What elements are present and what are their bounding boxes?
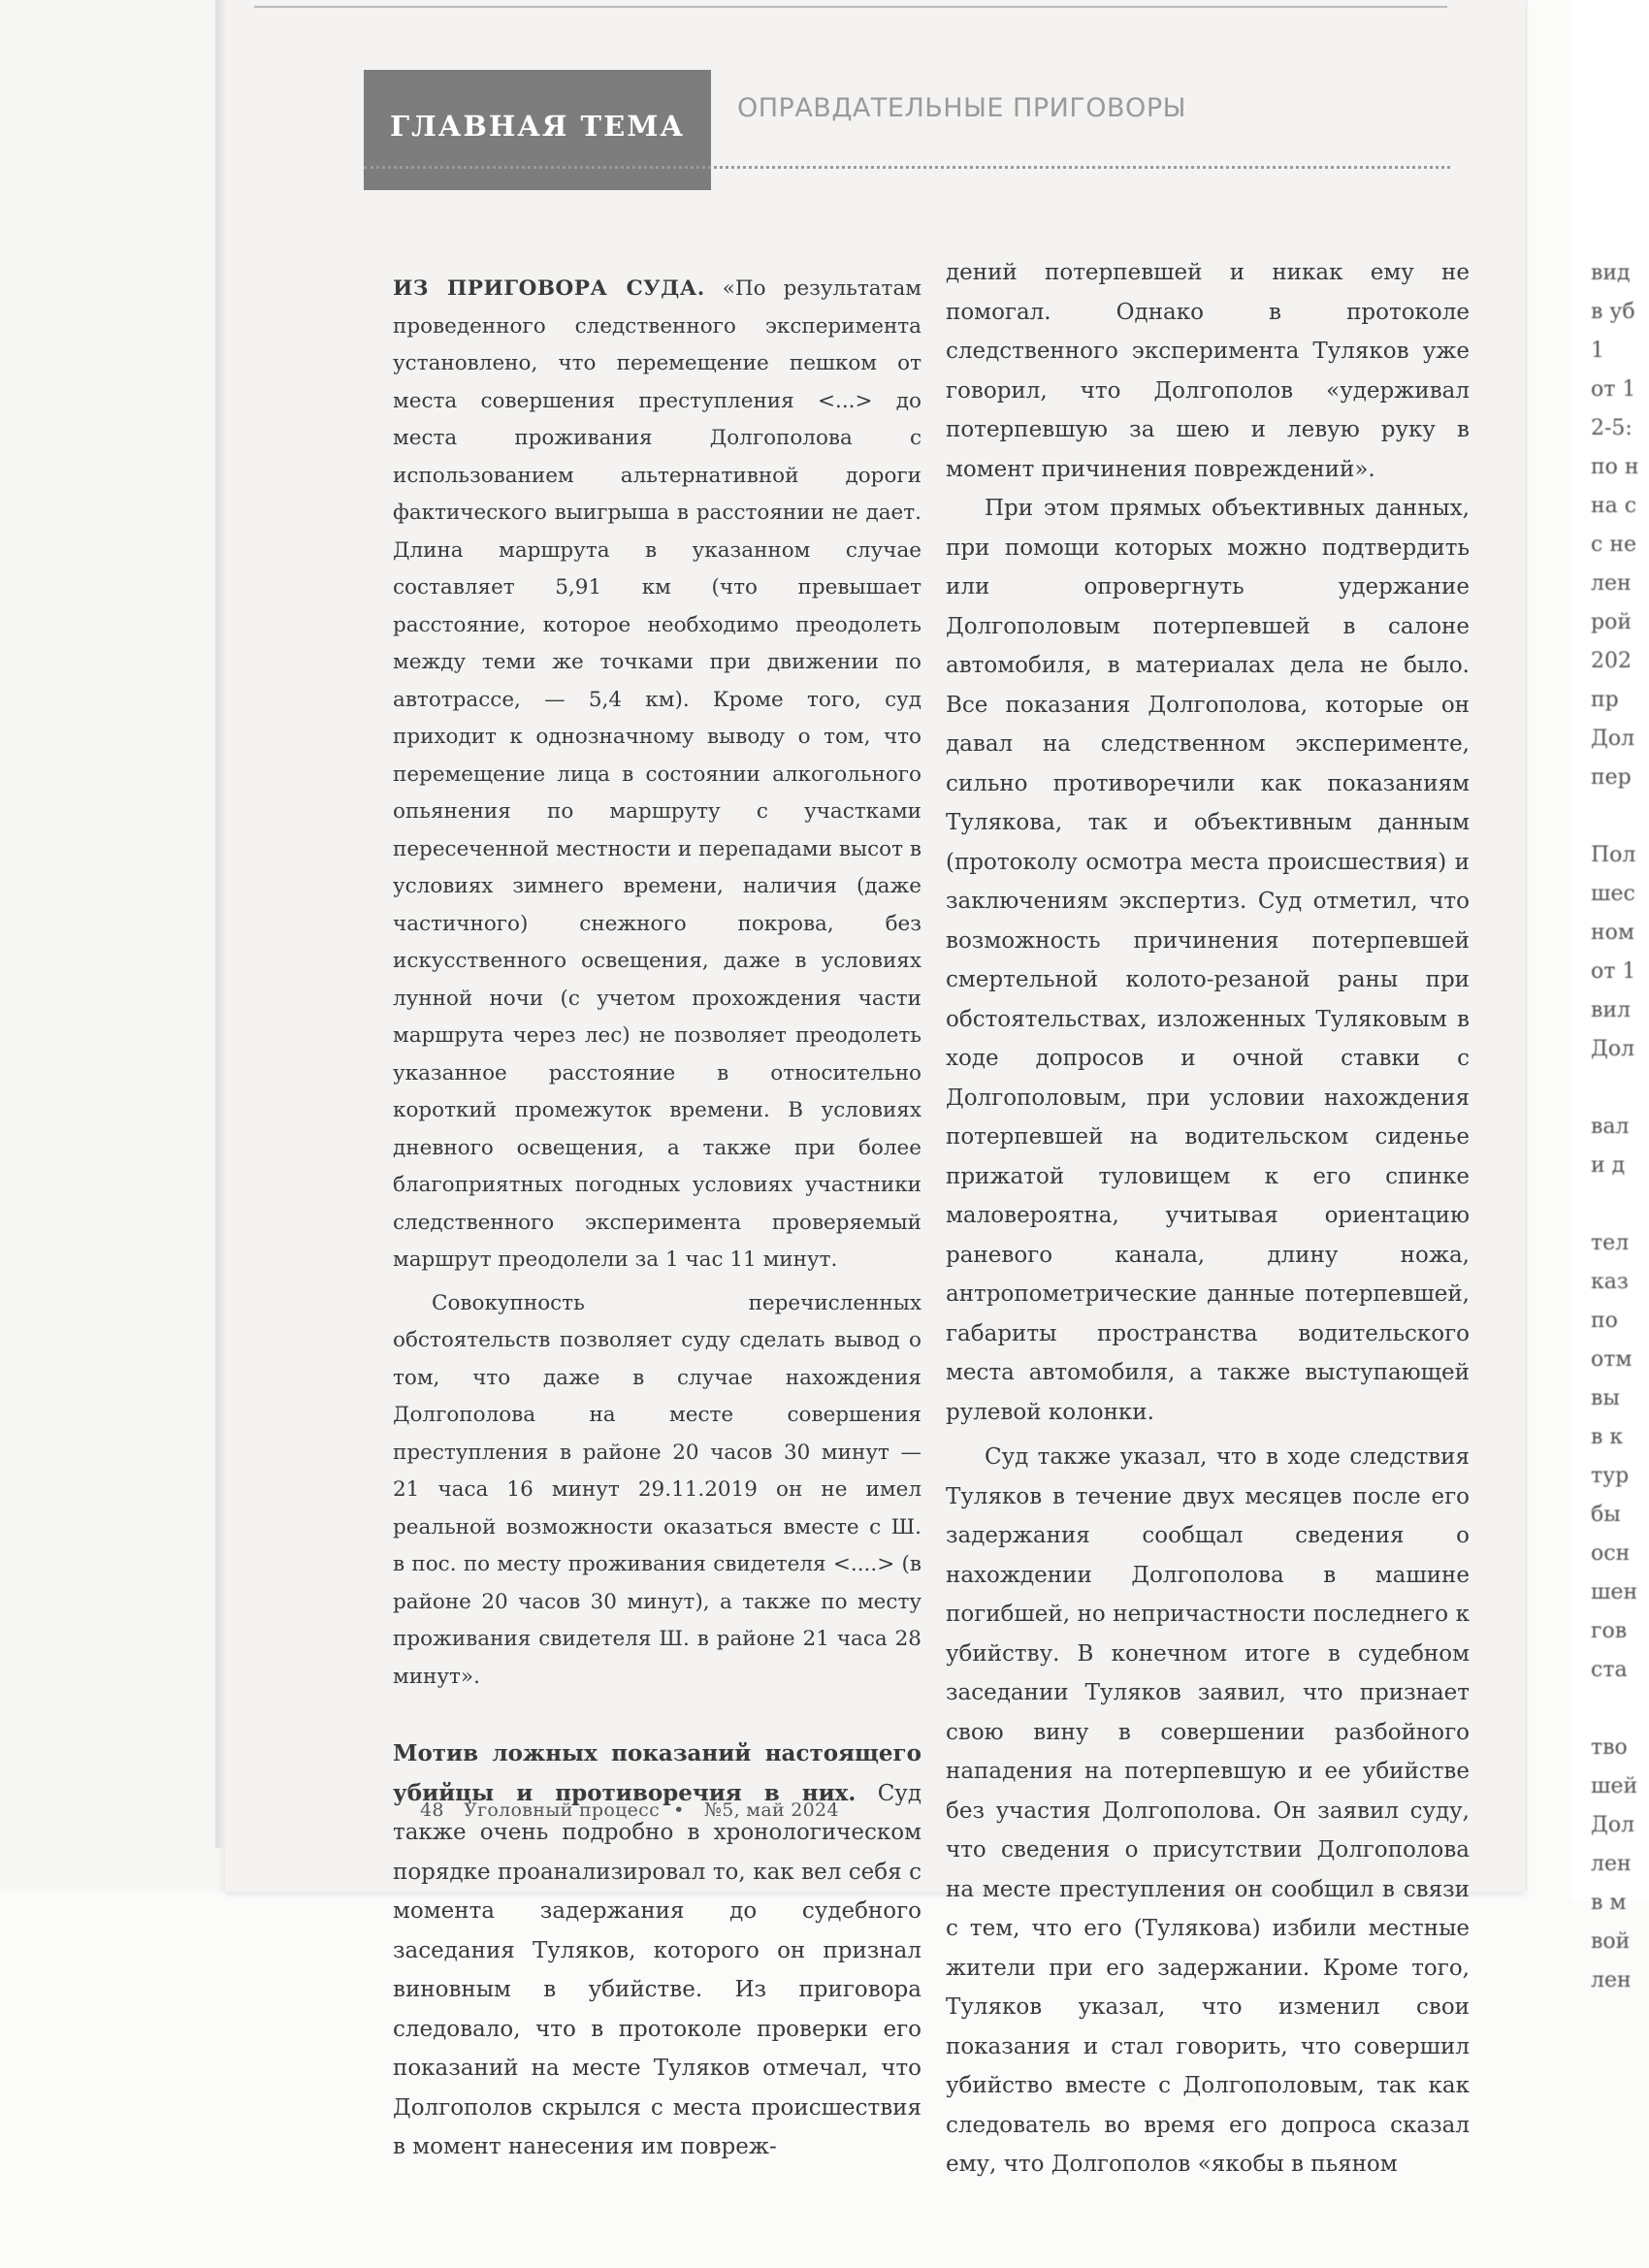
next-page-fragment: тел (1591, 1231, 1630, 1255)
next-page-fragment: вил (1591, 998, 1632, 1022)
next-page-fragment: 2-5: (1591, 416, 1633, 440)
section-subtitle: ОПРАВДАТЕЛЬНЫЕ ПРИГОВОРЫ (737, 93, 1186, 123)
next-page-fragment (1591, 1069, 1639, 1108)
next-page-fragment: тур (1591, 1464, 1630, 1488)
next-page-fragment: отм (1591, 1347, 1633, 1372)
next-page-fragment: лен (1591, 1968, 1632, 1993)
next-page-fragment: по (1591, 1309, 1618, 1333)
next-page-fragment: шес (1591, 882, 1635, 906)
footer-bullet: • (673, 1799, 685, 1821)
subheading: Мотив ложных показаний настоящего убийцы и противоречия в них. (393, 1740, 922, 1806)
next-page-fragment: шей (1591, 1774, 1638, 1798)
next-page-fragment: Дол (1591, 727, 1635, 751)
next-page-fragment: и д (1591, 1153, 1626, 1178)
next-page-fragment: вой (1591, 1929, 1631, 1954)
header-dotted-rule (364, 166, 1450, 169)
next-page-fragment: по н (1591, 455, 1639, 479)
section-title: ГЛАВНАЯ ТЕМА (390, 110, 685, 143)
next-page-fragment: вал (1591, 1115, 1630, 1139)
next-page-fragment: лен (1591, 1852, 1632, 1876)
next-page-fragment: ном (1591, 921, 1635, 945)
next-page-fragment: в м (1591, 1891, 1627, 1915)
next-page-fragment: гов (1591, 1619, 1628, 1643)
next-page-fragment: от 1 (1591, 377, 1636, 402)
next-page-fragment (1591, 1690, 1639, 1729)
body-text: Суд также очень подробно в хронологическом порядке проанализировал то, как вел себя с момента задержания до судебного заседания Туляков, которого он признал виновным в убийстве. Из приговора следовало, что в протоколе проверки его показаний на месте Туляков отмечал, что Долгополов скрылся с места происшествия в момент нанесения им повреж- (393, 1780, 922, 2159)
section-header-box (364, 70, 711, 190)
next-page-edge (1571, 0, 1649, 1993)
paragraph: Суд также указал, что в ходе следствия Туляков в течение двух месяцев после его задержания сообщал сведения о нахождении Долгополова в машине погибшей, но непричастности последнего к убийству. В конечном итоге в судебном заседании Туляков заявил, что признает свою вину в совершении разбойного нападения на потерпевшую и ее убийстве без участия Долгополова. Он заявил суду, что сведения о присутствии Долгополова на месте преступления он сообщил в связи с тем, что его (Тулякова) избили местные жители при его задержании. Кроме того, Туляков указал, что изменил свои показания и стал говорить, что совершил убийство вместе с Долгополовым, так как следователь во время его допроса сказал ему, что Долгополов «якобы в пьяном (946, 1444, 1470, 2177)
next-page-fragment: пер (1591, 765, 1632, 790)
next-page-fragment: шен (1591, 1580, 1638, 1604)
next-page-fragment: Дол (1591, 1813, 1635, 1837)
next-page-fragment: ста (1591, 1658, 1628, 1682)
next-page-fragment: в уб (1591, 300, 1635, 324)
paragraph: дений потерпевшей и никак ему не помогал. Однако в протоколе следственного эксперимента Туляков уже говорил, что Долгополов «удерживал потерпевшую за шею и левую руку в момент причинения повреждений». (946, 260, 1470, 482)
quote-text: «По результатам проведенного следственного эксперимента установлено, что перемещение пешком от места совершения преступления <...> до места проживания Долгополова с использованием альтернативной дороги фактического выигрыша в расстоянии не дает. Длина маршрута в указанном случае составляет 5,91 км (что превышает расстояние, которое необходимо преодолеть между теми же точками при движении по автотрассе, — 5,4 км). Кроме того, суд приходит к однозначному выводу о том, что перемещение лица в состоянии алкогольного опьянения по маршруту с участками пересеченной местности и перепадами высот в условиях зимнего времени, наличия (даже частичного) снежного покрова, без искусственного освещения, даже в условиях лунной ночи (с учетом прохождения части маршрута через лес) не позволяет преодолеть указанное расстояние в относительно короткий промежуток времени. В условиях дневного освещения, а также при более благоприятных погодных условиях участники следственного эксперимента проверяемый маршрут преодолели за 1 час 11 минут. (393, 276, 922, 1272)
next-page-fragment: рой (1591, 610, 1632, 634)
next-page-fragment: осн (1591, 1541, 1631, 1566)
next-page-fragment (1591, 797, 1639, 836)
next-page-fragment: лен (1591, 571, 1632, 596)
next-page-fragment: от 1 (1591, 959, 1636, 984)
next-page-fragment: на с (1591, 494, 1637, 518)
next-page-fragment: каз (1591, 1270, 1629, 1294)
next-page-fragment: вид (1591, 261, 1631, 285)
paragraph: Совокупность перечисленных обстоятельств позволяет суду сделать вывод о том, что даже в случае нахождения Долгополова на месте совершения преступления в районе 20 часов 30 минут — 21 часа 16 минут 29.11.2019 он не имел реальной возможности оказаться вместе с Ш. в пос. по месту проживания свидетеля <....> (в районе 20 часов 30 минут), а также по месту проживания свидетеля Ш. в районе 21 часа 28 минут». (393, 1290, 922, 1689)
next-page-fragment: с не (1591, 533, 1636, 557)
next-page-fragment: 1 (1591, 339, 1604, 363)
text-column-right (946, 253, 1470, 2185)
text-column-left (393, 271, 922, 2167)
next-page-text-fragments (1591, 254, 1639, 2000)
next-page-fragment (1591, 1185, 1639, 1224)
page-footer (420, 1799, 853, 1821)
next-page-fragment: Пол (1591, 843, 1636, 867)
top-edge-line (254, 6, 1447, 8)
next-page-fragment: тво (1591, 1735, 1628, 1760)
next-page-fragment: вы (1591, 1386, 1620, 1410)
issue-info: №5, май 2024 (703, 1799, 839, 1821)
paragraph: При этом прямых объективных данных, при помощи которых можно подтвердить или опровергнуть удержание Долгополовым потерпевшей в салоне автомобиля, в материалах дела не было. Все показания Долгополова, которые он давал на следственном эксперименте, сильно противоречили как показаниям Тулякова, так и объективным данным (протоколу осмотра места происшествия) и заключениям экспертиз. Суд отметил, что возможность причинения потерпевшей смертельной колото-резаной раны при обстоятельствах, изложенных Туляковым в ходе допросов и очной ставки с Долгополовым, при условии нахождения потерпевшей на водительском сиденье прижатой туловищем к его спинке маловероятна, учитывая ориентацию раневого канала, длину ножа, антропометрические данные потерпевшей, габариты пространства водительского места автомобиля, а также выступающей рулевой колонки. (946, 496, 1470, 1425)
next-page-fragment: в к (1591, 1425, 1624, 1449)
page-shadow (215, 0, 227, 1848)
page-number: 48 (420, 1799, 444, 1821)
next-page-fragment: пр (1591, 688, 1619, 712)
next-page-fragment: 202 (1591, 649, 1632, 673)
lead-label: ИЗ ПРИГОВОРА СУДА. (393, 276, 705, 301)
next-page-fragment: бы (1591, 1503, 1621, 1527)
journal-name: Уголовный процесс (464, 1799, 661, 1821)
paragraph (393, 271, 922, 1280)
next-page-fragment: Дол (1591, 1037, 1635, 1061)
